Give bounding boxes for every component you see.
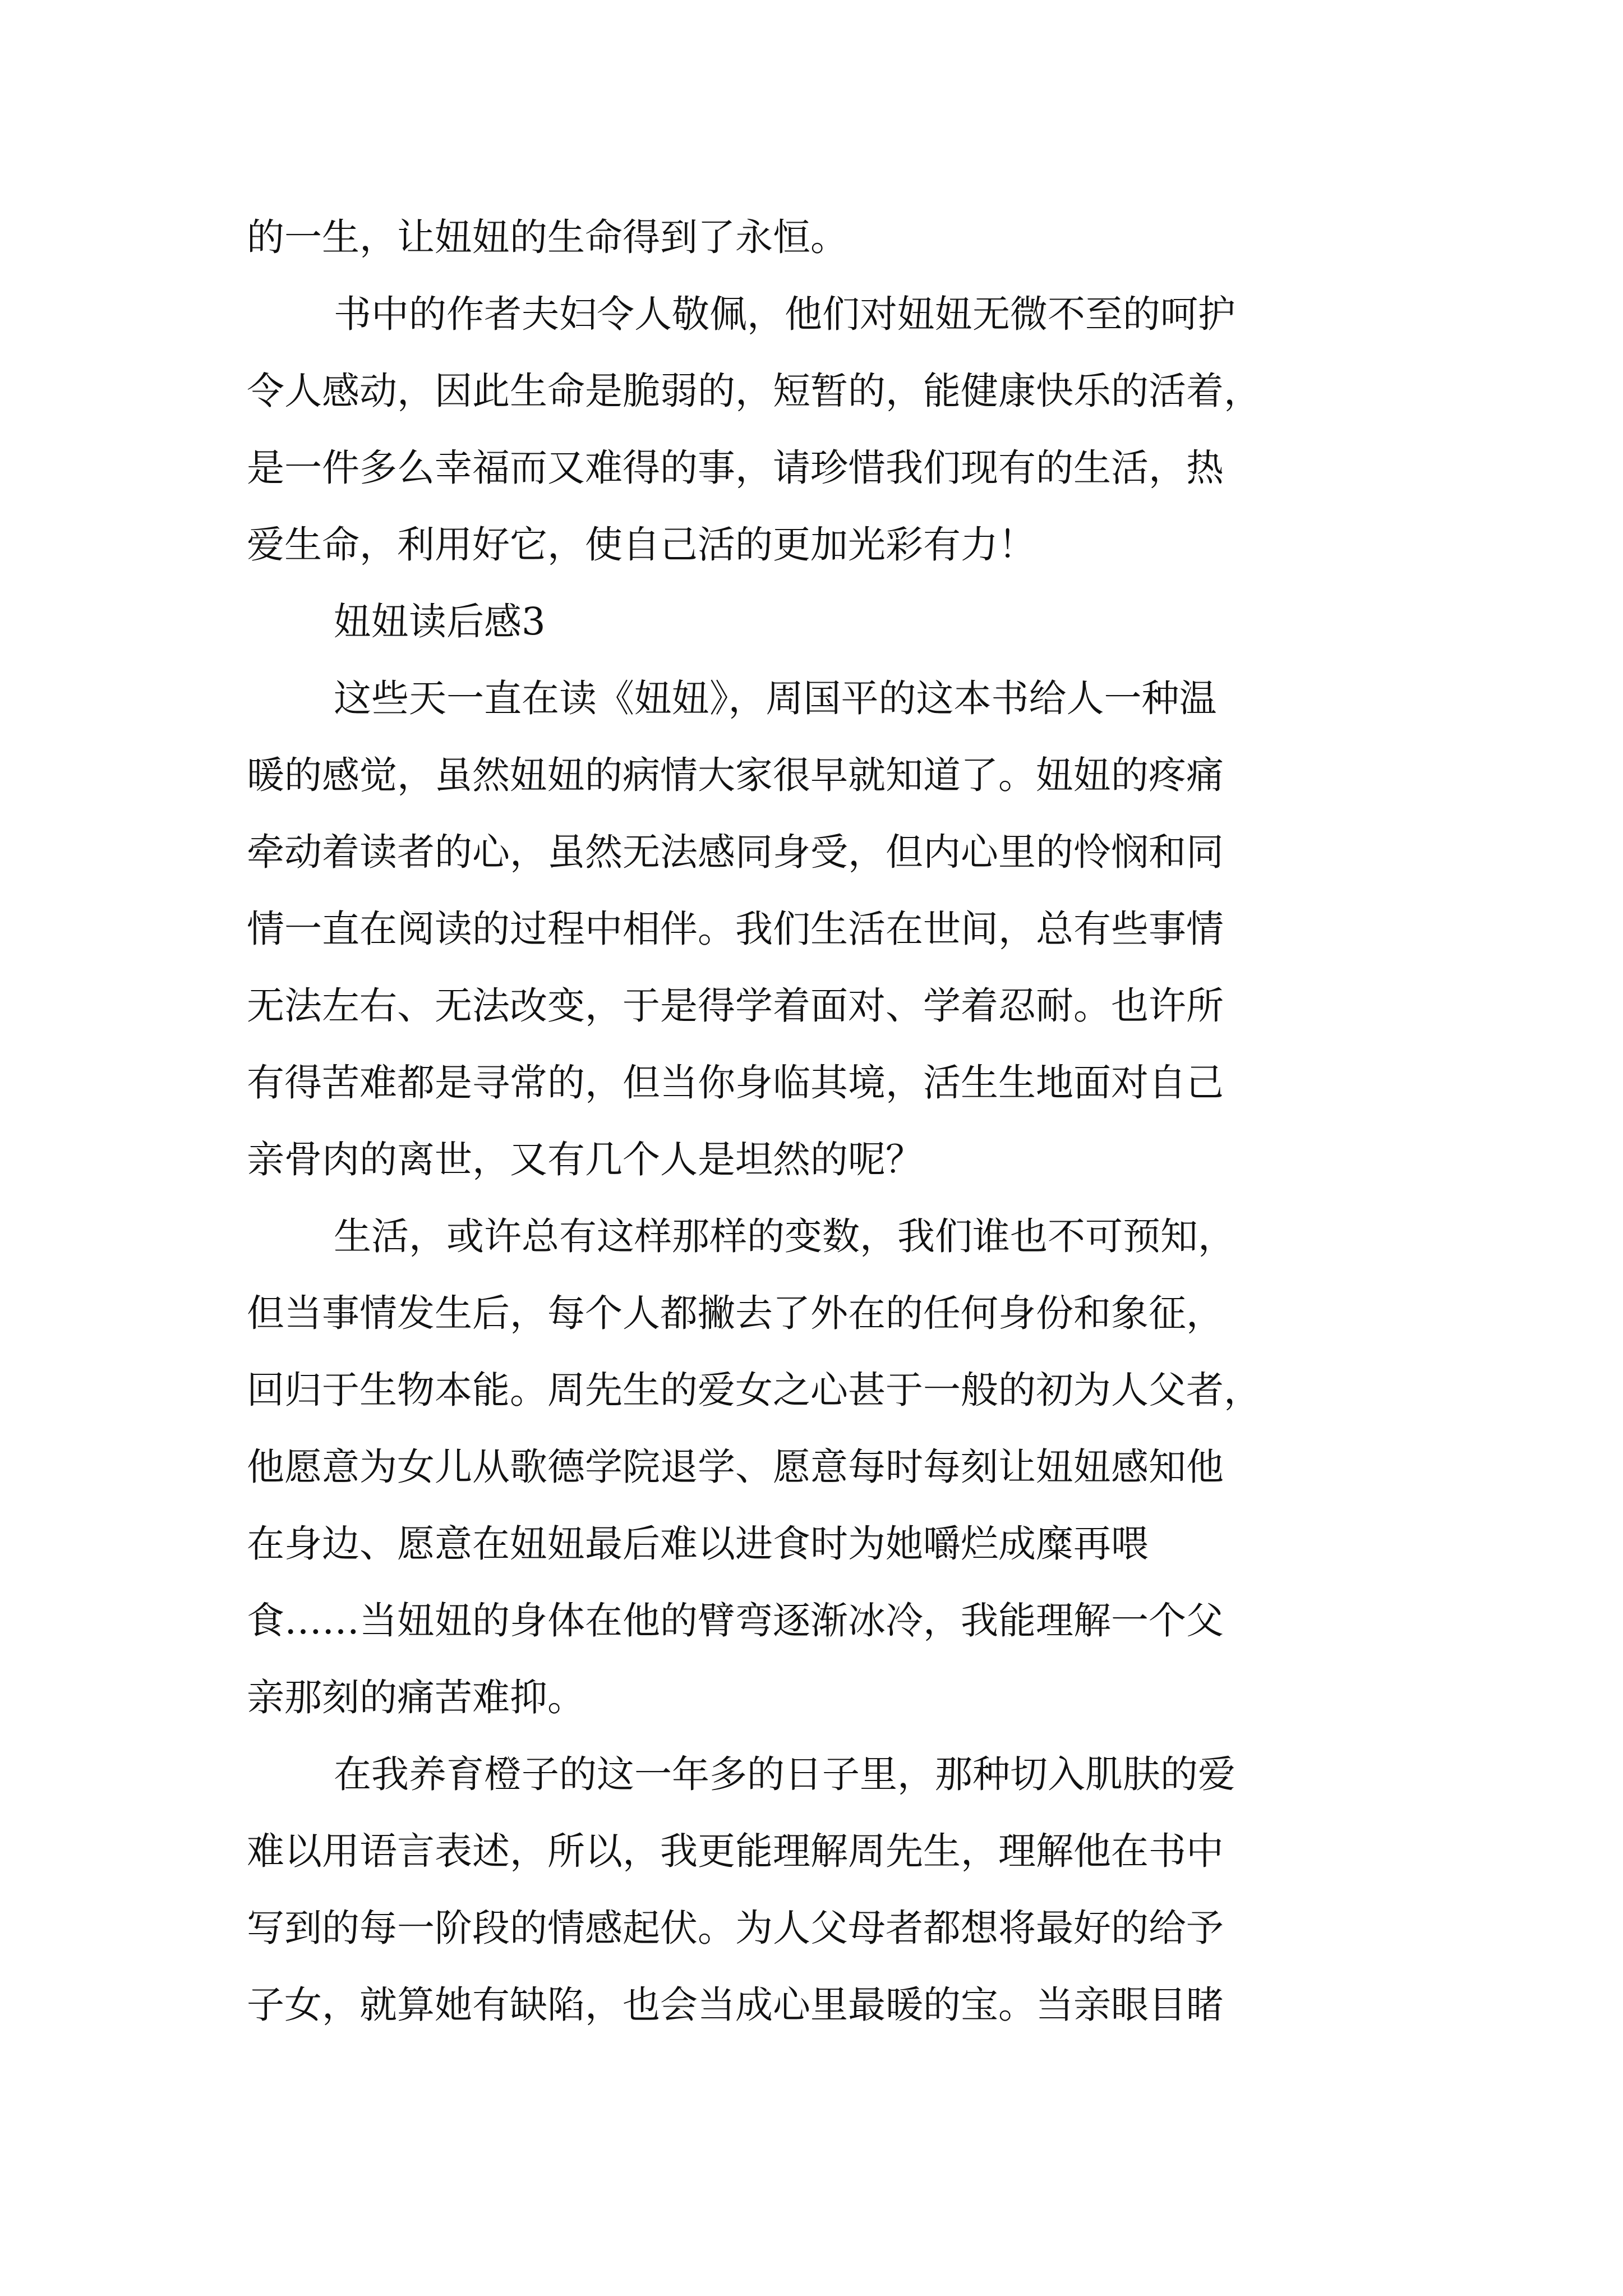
text-line: 暖的感觉，虽然妞妞的病情大家很早就知道了。妞妞的疼痛: [247, 753, 1224, 797]
paragraph-first-line: 这些天一直在读《妞妞》，周国平的这本书给人一种温: [334, 677, 1217, 720]
text-line: 情一直在阅读的过程中相伴。我们生活在世间，总有些事情: [247, 907, 1224, 951]
text-line: 子女，就算她有缺陷，也会当成心里最暖的宝。当亲眼目睹: [247, 1983, 1224, 2027]
text-line: 亲骨肉的离世，又有几个人是坦然的呢？: [247, 1138, 923, 1181]
text-line: 爱生命，利用好它，使自己活的更加光彩有力！: [247, 523, 1036, 567]
text-line: 在身边、愿意在妞妞最后难以进食时为她嚼烂成糜再喂: [247, 1522, 1149, 1566]
section-heading: 妞妞读后感3: [334, 600, 546, 643]
text-line: 但当事情发生后，每个人都撇去了外在的任何身份和象征，: [247, 1291, 1224, 1335]
text-line: 是一件多么幸福而又难得的事，请珍惜我们现有的生活，热: [247, 446, 1224, 490]
paragraph-first-line: 在我养育橙子的这一年多的日子里，那种切入肌肤的爱: [334, 1752, 1235, 1796]
text-line: 有得苦难都是寻常的，但当你身临其境，活生生地面对自己: [247, 1061, 1224, 1105]
text-line: 的一生，让妞妞的生命得到了永恒。: [247, 215, 848, 259]
text-line: 令人感动，因此生命是脆弱的，短暂的，能健康快乐的活着，: [247, 369, 1261, 413]
text-line: 写到的每一阶段的情感起伏。为人父母者都想将最好的给予: [247, 1906, 1224, 1950]
text-line: 难以用语言表述，所以，我更能理解周先生，理解他在书中: [247, 1829, 1224, 1873]
text-line: 他愿意为女儿从歌德学院退学、愿意每时每刻让妞妞感知他: [247, 1445, 1224, 1489]
text-line: 回归于生物本能。周先生的爱女之心甚于一般的初为人父者，: [247, 1368, 1261, 1412]
paragraph-first-line: 书中的作者夫妇令人敬佩，他们对妞妞无微不至的呵护: [334, 292, 1235, 336]
text-line: 无法左右、无法改变，于是得学着面对、学着忍耐。也许所: [247, 984, 1224, 1028]
text-line: 亲那刻的痛苦难抑。: [247, 1676, 585, 1719]
text-line: 牵动着读者的心，虽然无法感同身受，但内心里的怜悯和同: [247, 830, 1224, 874]
paragraph-first-line: 生活，或许总有这样那样的变数，我们谁也不可预知，: [334, 1214, 1235, 1258]
text-line: 食……当妞妞的身体在他的臂弯逐渐冰冷，我能理解一个父: [247, 1599, 1224, 1642]
